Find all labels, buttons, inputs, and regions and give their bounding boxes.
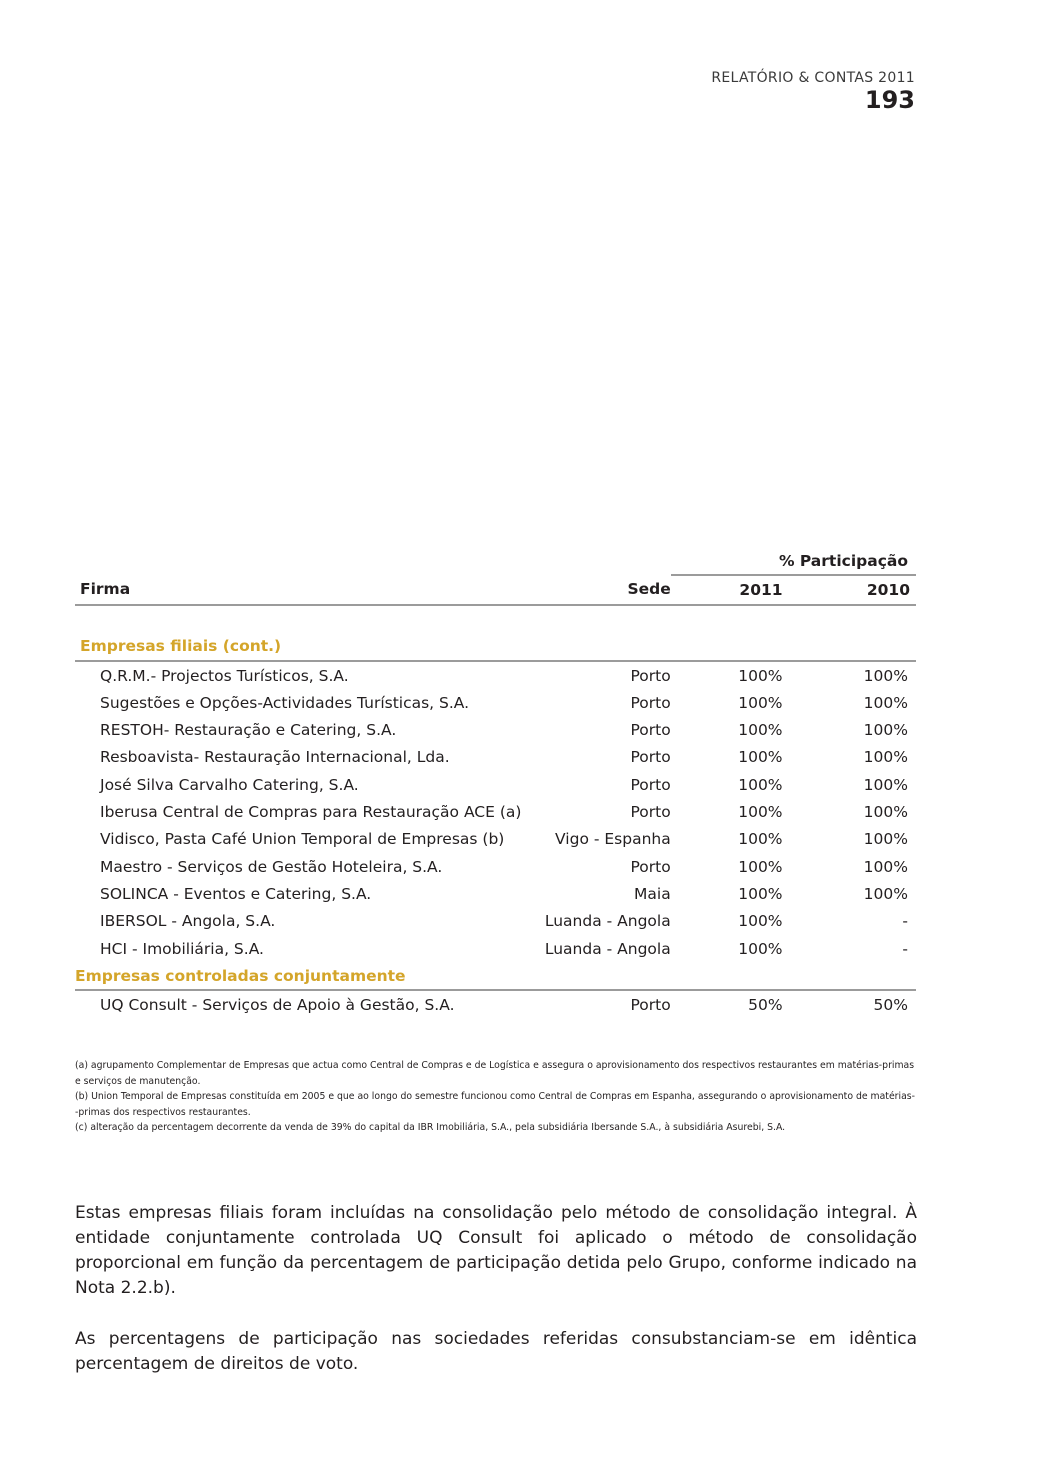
table-row: Iberusa Central de Compras para Restauração ACE (a) Porto 100% 100%: [100, 803, 908, 822]
col-sede: Sede: [545, 575, 671, 604]
table-row: UQ Consult - Serviços de Apoio à Gestão, S.A. Porto 50% 50%: [100, 996, 908, 1015]
table-row: Q.R.M.- Projectos Turísticos, S.A. Porto 100% 100%: [100, 666, 908, 685]
table-row: Vidisco, Pasta Café Union Temporal de Empresas (b) Vigo - Espanha 100% 100%: [100, 830, 908, 849]
report-title: RELATÓRIO & CONTAS 2011: [711, 70, 915, 86]
footnotes: [75, 1058, 917, 1136]
paragraph-1: Estas empresas filiais foram incluídas na consolidação pelo método de consolidação integral. À entidade conjuntamente controlada UQ Consult foi aplicado o método de consolidação proporcional em função da percentagem de participação detida pelo Grupo, conforme indicado na Nota 2.2.b).: [75, 1203, 917, 1298]
participation-label: % Participação: [671, 547, 916, 575]
page-header: [711, 70, 915, 114]
table-row: Resboavista- Restauração Internacional, Lda. Porto 100% 100%: [100, 748, 908, 767]
table-row: IBERSOL - Angola, S.A. Luanda - Angola 100% -: [100, 912, 908, 931]
table-row: Sugestões e Opções-Actividades Turísticas, S.A. Porto 100% 100%: [100, 693, 908, 712]
table-row: RESTOH- Restauração e Catering, S.A. Porto 100% 100%: [100, 721, 908, 740]
page-number: 193: [864, 86, 915, 114]
table-row: Maestro - Serviços de Gestão Hoteleira, S.A. Porto 100% 100%: [100, 857, 908, 876]
paragraph-2: As percentagens de participação nas sociedades referidas consubstanciam-se em idêntica percentagem de direitos de voto.: [75, 1329, 917, 1374]
column-header-row: [75, 575, 916, 604]
participation-header-row: [75, 547, 916, 575]
table-row: HCI - Imobiliária, S.A. Luanda - Angola 100% -: [100, 939, 908, 958]
section-filiais: [75, 633, 916, 661]
section-title: Empresas controladas conjuntamente: [75, 962, 916, 990]
footnote-c: (c) alteração da percentagem decorrente da venda de 39% do capital da IBR Imobiliária, S.A., pela subsidiária Ibersande S.A., à subsidiária Asurebi, S.A.: [75, 1122, 786, 1133]
footnote-b: (b) Union Temporal de Empresas constituída em 2005 e que ao longo do semestre funcionou como Central de Compras em Espanha, assegurando o aprovisionamento de matérias--primas dos respectivos restaurantes.: [75, 1091, 915, 1118]
col-2011: 2011: [671, 575, 805, 604]
section-conjuntas: [75, 962, 916, 990]
table-row: SOLINCA - Eventos e Catering, S.A. Maia 100% 100%: [100, 884, 908, 903]
footnote-a: (a) agrupamento Complementar de Empresas que actua como Central de Compras e de Logística e assegura o aprovisionamento dos respectivos restaurantes em matérias-primas e serviços de manutenção.: [75, 1060, 915, 1087]
table-row: José Silva Carvalho Catering, S.A. Porto 100% 100%: [100, 775, 908, 794]
body-text: [75, 1201, 917, 1403]
participation-table: [75, 547, 916, 1019]
section-title: Empresas filiais (cont.): [75, 633, 916, 661]
col-firma: Firma: [75, 575, 545, 604]
col-2010: 2010: [805, 575, 916, 604]
